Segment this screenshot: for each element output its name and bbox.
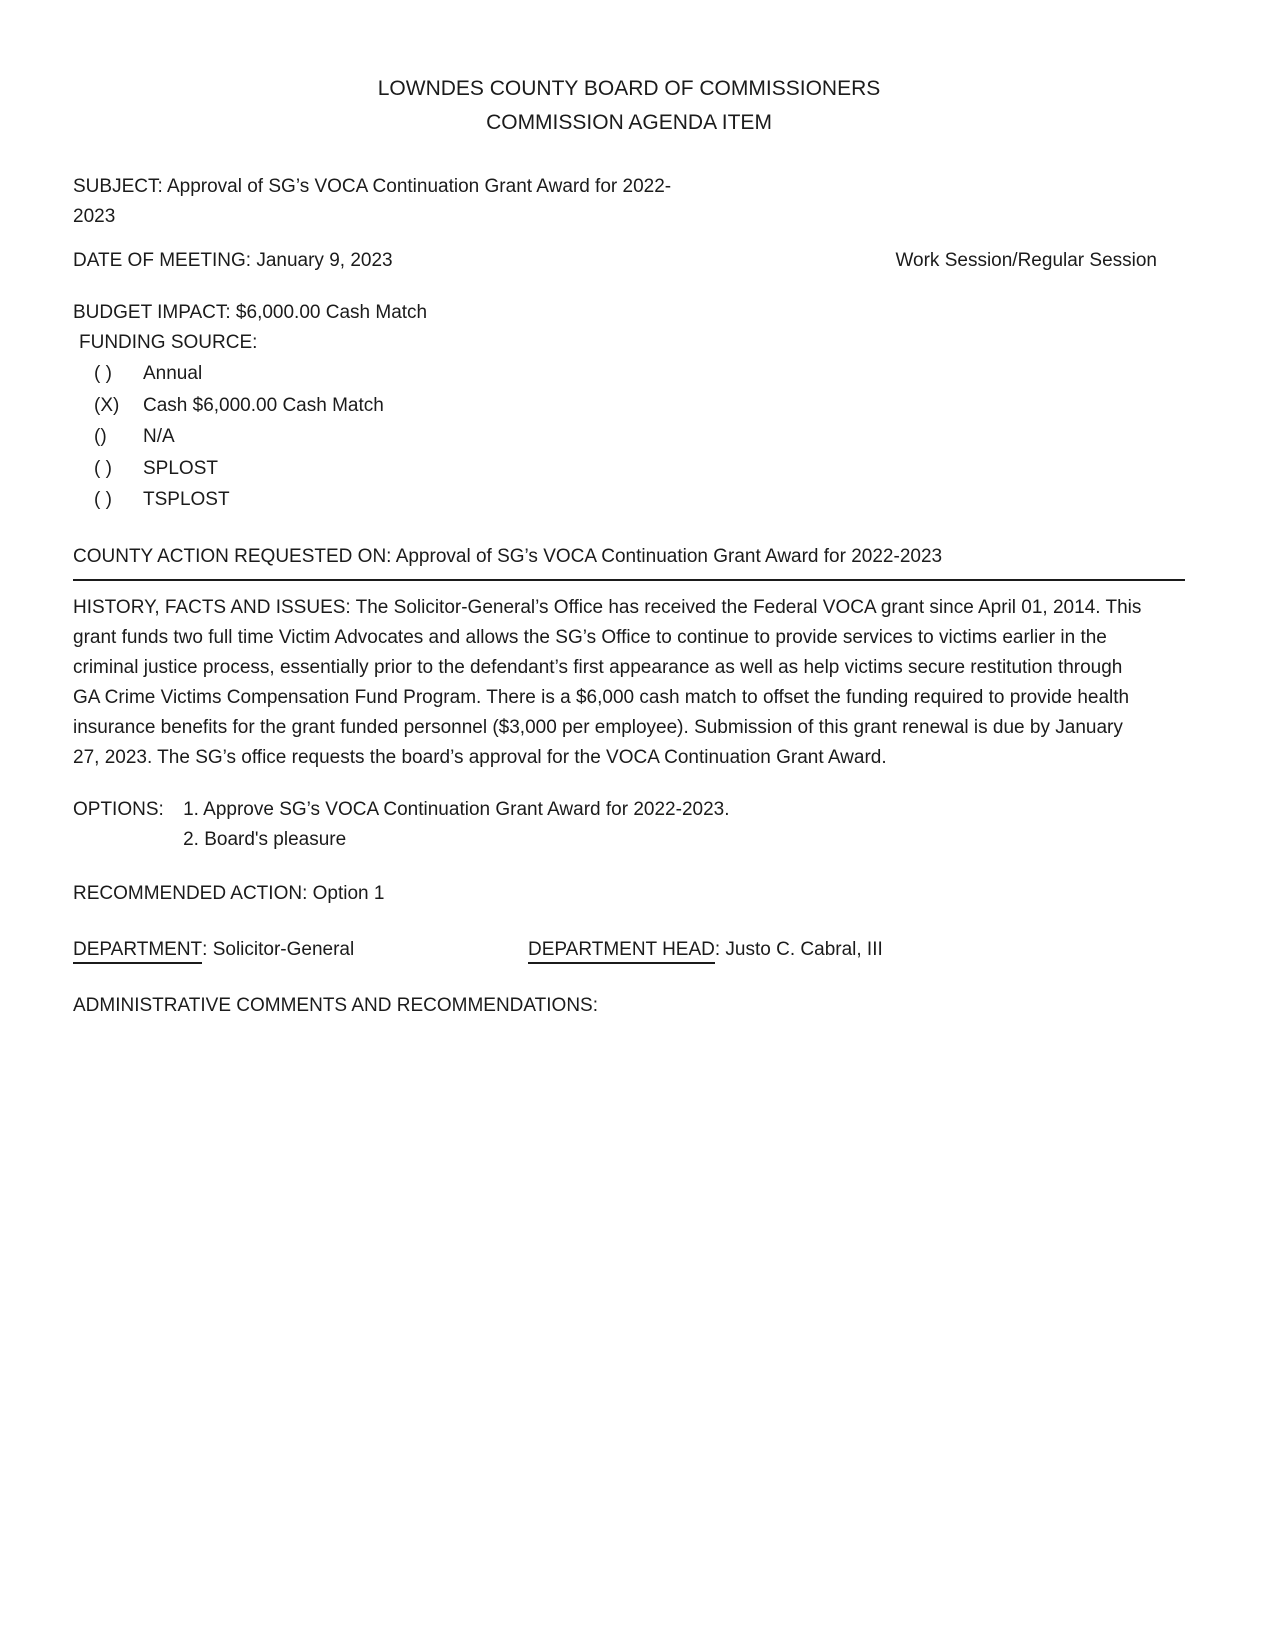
funding-option-label: Annual — [143, 363, 203, 384]
session-type: Work Session/Regular Session — [895, 250, 1157, 271]
department-head-label: DEPARTMENT HEAD — [528, 938, 715, 964]
department-head-cell — [528, 935, 883, 965]
department-row — [73, 935, 1185, 965]
option-1: 1. Approve SG’s VOCA Continuation Grant Award for 2022-2023. — [183, 798, 730, 820]
options-label: OPTIONS: — [73, 798, 170, 820]
administrative-comments-line: ADMINISTRATIVE COMMENTS AND RECOMMENDATIONS: — [73, 994, 598, 1016]
funding-option-tsplost — [94, 484, 1185, 516]
header-org-title: LOWNDES COUNTY BOARD OF COMMISSIONERS — [377, 77, 881, 100]
document-header — [73, 72, 1185, 140]
history-facts-issues-paragraph: HISTORY, FACTS AND ISSUES: The Solicitor-General’s Office has received the Federal VOCA grant since April 01, 2014. This grant funds two full time Victim Advocates and allows the SG’s Office to continue to provide services to victims earlier in the criminal justice process, essentially prior to the defendant’s first appearance as well as help victims secure restitution through GA Crime Victims Compensation Fund Program. There is a $6,000 cash match to offset the funding required to provide health insurance benefits for the grant funded personnel ($3,000 per employee). Submission of this grant renewal is due by January 27, 2023. The SG’s office requests the board’s approval for the VOCA Continuation Grant Award. — [73, 596, 1142, 768]
checkbox-marker-checked: (X) — [94, 394, 120, 416]
budget-section — [73, 298, 1185, 516]
funding-option-label: SPLOST — [143, 457, 218, 479]
funding-option-annual — [94, 358, 1185, 390]
department-head-value: : Justo C. Cabral, III — [714, 938, 883, 960]
funding-source-list — [73, 358, 1185, 516]
funding-option-splost — [94, 453, 1185, 485]
option-2: 2. Board's pleasure — [183, 828, 347, 850]
header-doc-title: COMMISSION AGENDA ITEM — [486, 111, 772, 134]
department-label: DEPARTMENT — [73, 938, 202, 964]
date-of-meeting: DATE OF MEETING: January 9, 2023 — [73, 250, 393, 271]
options-list — [183, 795, 729, 855]
recommended-action-line: RECOMMENDED ACTION: Option 1 — [73, 882, 385, 904]
checkbox-marker: ( ) — [94, 363, 112, 384]
funding-option-cash — [94, 390, 1185, 422]
department-value: : Solicitor-General — [202, 938, 355, 960]
checkbox-marker: ( ) — [94, 457, 112, 479]
county-action-requested-line: COUNTY ACTION REQUESTED ON: Approval of SG’s VOCA Continuation Grant Award for 2022-2023 — [73, 542, 1185, 581]
options-section — [73, 795, 1185, 855]
department-cell — [73, 935, 528, 965]
budget-impact-line: BUDGET IMPACT: $6,000.00 Cash Match — [73, 302, 428, 323]
funding-option-label: N/A — [143, 426, 175, 447]
funding-option-na — [94, 421, 1185, 453]
checkbox-marker: ( ) — [94, 489, 112, 510]
meeting-row — [73, 246, 1185, 276]
funding-source-label: FUNDING SOURCE: — [79, 332, 258, 353]
funding-option-label: TSPLOST — [143, 489, 230, 510]
subject-line: SUBJECT: Approval of SG’s VOCA Continuation Grant Award for 2022-2023 — [73, 176, 672, 227]
checkbox-marker: () — [94, 426, 107, 447]
funding-option-label: Cash $6,000.00 Cash Match — [143, 394, 384, 416]
